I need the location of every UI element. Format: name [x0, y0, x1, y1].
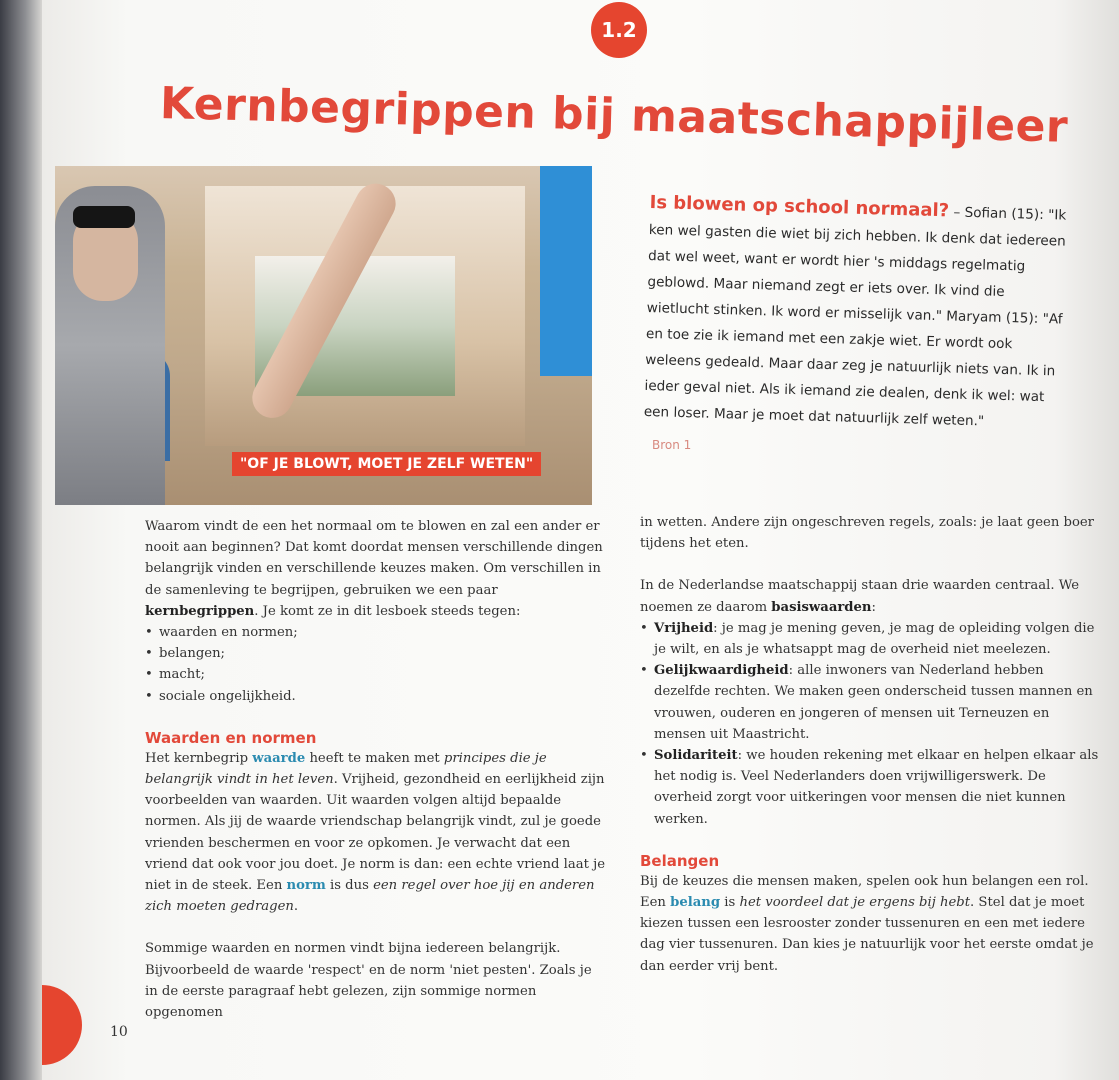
- definition-text: een regel over hoe jij en anderen zich moeten gedragen: [145, 878, 595, 915]
- bullet-list: [145, 622, 605, 707]
- text-run: : alle inwoners van Nederland hebben dezelfde rechten. We maken geen onderscheid tussen mannen en vrouwen, ouderen en jongeren of mensen uit Terneuzen en mensen uit Maastricht.: [654, 663, 1093, 742]
- bold-term: Gelijkwaardigheid: [654, 663, 789, 679]
- source-heading: Is blowen op school normaal?: [649, 191, 950, 222]
- book-spine: [0, 0, 42, 1080]
- text-run: .: [293, 899, 299, 915]
- photo-illustration: [55, 166, 592, 505]
- text-run: heeft te maken met: [305, 750, 444, 766]
- list-item: [145, 622, 605, 643]
- source-text: – Sofian (15): "Ik ken wel gasten die wiet bij zich hebben. Ik denk dat iedereen dat wel weet, want er wordt hier 's middags regelmatig geblowd. Maar niemand zegt er iets over. Ik vind die wietlucht stinken. Ik word er misselijk van." Maryam (15): "Af en toe zie ik iemand met een zakje wiet. Er wordt ook weleens gedeald. Maar daar zeg je natuurlijk niets van. Ik in ieder geval niet. Als ik iemand zie dealen, denk ik wel: wat een loser. Maar je moet dat natuurlijk zelf weten.": [643, 204, 1067, 430]
- text-run: . Stel dat je moet kiezen tussen een lesrooster zonder tussenuren en een met iedere dag vier tussenuren. Dan kies je natuurlijk voor het eerste omdat je dan eerder vrij bent.: [640, 895, 1094, 974]
- key-term: waarde: [252, 750, 306, 766]
- text-run: belangen;: [159, 646, 226, 662]
- text-run: : we houden rekening met elkaar en helpen elkaar als het nodig is. Veel Nederlanders doen vrijwilligerswerk. De overheid zorgt voor uitkeringen voor mensen die niet kunnen werken.: [654, 748, 1099, 827]
- page-title: Kernbegrippen bij maatschappijleer: [159, 78, 1069, 153]
- paragraph: [145, 516, 605, 622]
- source-label: Bron 1: [652, 438, 692, 452]
- key-term: norm: [286, 878, 326, 894]
- text-run: : je mag je mening geven, je mag de opleiding volgen die je wilt, en als je whatsappt mag de overheid niet meelezen.: [654, 620, 1095, 658]
- paragraph: [640, 871, 1100, 977]
- bold-term: Solidariteit: [654, 748, 738, 764]
- text-run: in wetten. Andere zijn ongeschreven regels, zoals: je laat geen boer tijdens het eten.: [640, 515, 1094, 552]
- paragraph: [640, 512, 1100, 554]
- text-run: . Je komt ze in dit lesboek steeds tegen:: [254, 603, 521, 619]
- text-run: :: [871, 599, 876, 615]
- bold-term: basiswaarden: [771, 599, 872, 615]
- list-item: [145, 664, 605, 685]
- text-run: Waarom vindt de een het normaal om te blowen en zal een ander er nooit aan beginnen? Dat komt doordat mensen verschillende dingen belangrijk vinden en verschillende keuzes maken. Om verschillen in de samenleving te begrijpen, gebruiken we een paar: [145, 519, 603, 598]
- source-quote: [643, 190, 1069, 437]
- bullet-list: [640, 618, 1100, 830]
- paragraph: [640, 575, 1100, 617]
- definition-text: het voordeel dat je ergens bij hebt: [739, 895, 971, 911]
- list-item: [640, 618, 1100, 660]
- text-run: is: [720, 895, 740, 911]
- page-number: 10: [110, 1024, 128, 1040]
- text-run: macht;: [159, 667, 205, 683]
- left-column: [145, 516, 605, 1044]
- section-heading: Belangen: [640, 851, 720, 870]
- list-item: [145, 686, 605, 707]
- key-term: belang: [670, 895, 721, 911]
- list-item: [145, 643, 605, 664]
- photo-caption: "OF JE BLOWT, MOET JE ZELF WETEN": [232, 452, 541, 476]
- right-column: [640, 512, 1100, 998]
- text-run: sociale ongelijkheid.: [159, 688, 296, 704]
- paragraph: [145, 748, 605, 918]
- section-number-badge: 1.2: [591, 2, 647, 58]
- definition-text: principes die je belangrijk vindt in het leven: [145, 750, 547, 788]
- bold-term: kernbegrippen: [145, 603, 255, 619]
- text-run: Sommige waarden en normen vindt bijna iedereen belangrijk. Bijvoorbeeld de waarde 'respect' en de norm 'niet pesten'. Zoals je in de eerste paragraaf hebt gelezen, zijn sommige normen opgenomen: [145, 941, 592, 1021]
- text-run: . Vrijheid, gezondheid en eerlijkheid zijn voorbeelden van waarden. Uit waarden volgen altijd bepaalde normen. Als jij de waarde vriendschap belangrijk vindt, zul je goede vrienden beschermen en voor ze opkomen. Je verwacht dat een vriend dat ook voor jou doet. Je norm is dan: een echte vriend laat je niet in de steek. Een: [145, 772, 605, 894]
- text-run: Het kernbegrip: [145, 750, 253, 766]
- section-heading: Waarden en normen: [145, 728, 317, 747]
- bold-term: Vrijheid: [654, 620, 714, 636]
- list-item: [640, 660, 1100, 745]
- photo-blue-shirt: [540, 166, 592, 376]
- list-item: [640, 745, 1100, 830]
- text-run: waarden en normen;: [159, 625, 298, 641]
- photo-sunglasses: [73, 206, 135, 228]
- text-run: In de Nederlandse maatschappij staan drie waarden centraal. We noemen ze daarom: [640, 578, 1080, 615]
- text-run: Bij de keuzes die mensen maken, spelen ook hun belangen een rol. Een: [640, 873, 1089, 911]
- paragraph: [145, 938, 605, 1023]
- text-run: is dus: [325, 878, 374, 894]
